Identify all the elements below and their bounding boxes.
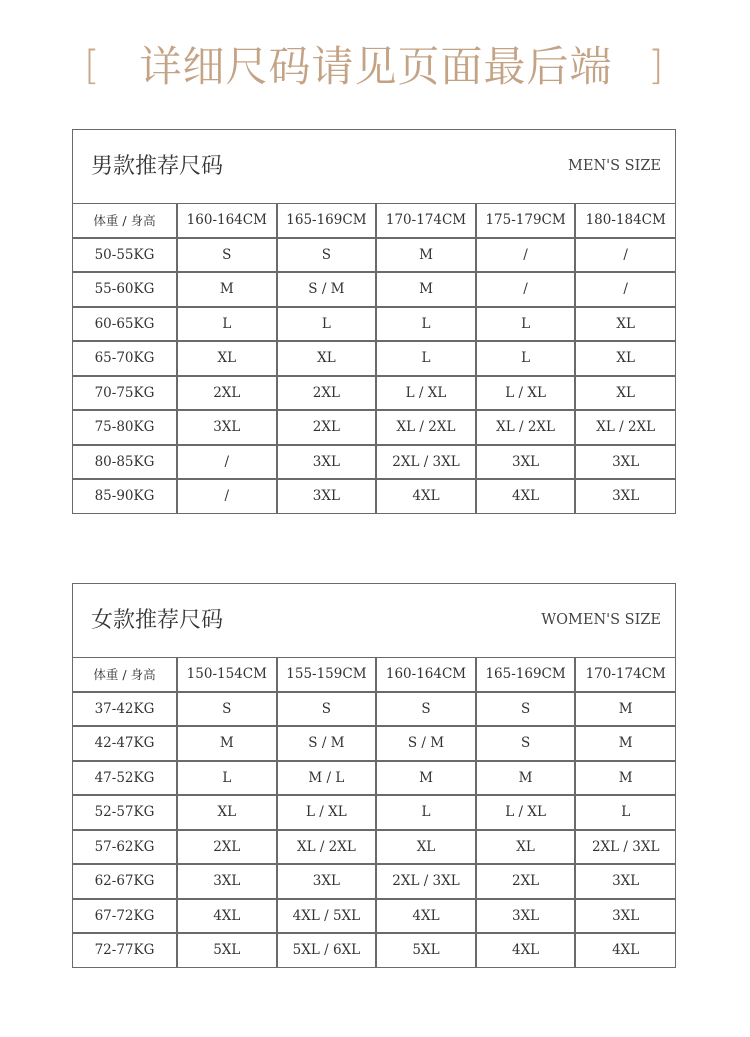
women-size-table <box>72 583 676 968</box>
size-cell: 2XL / 3XL <box>376 864 476 899</box>
table-row <box>73 272 675 307</box>
size-cell: XL / 2XL <box>277 830 377 865</box>
size-cell: 3XL <box>476 445 576 480</box>
size-cell: 3XL <box>277 445 377 480</box>
size-cell: S / M <box>277 726 377 761</box>
height-column-header: 175-179CM <box>476 204 576 238</box>
size-cell: 2XL <box>177 376 277 411</box>
men-size-table-header <box>73 130 675 204</box>
size-cell: M <box>476 761 576 796</box>
size-cell: 4XL <box>376 899 476 934</box>
table-row <box>73 933 675 967</box>
size-cell: XL <box>575 376 675 411</box>
size-cell: 3XL <box>612 488 640 505</box>
size-cell: L <box>376 795 476 830</box>
size-cell: XL / 2XL <box>376 410 476 445</box>
men-size-title-cn: 男款推荐尺码 <box>91 154 224 179</box>
women-size-title-en: WOMEN'S SIZE <box>541 612 661 628</box>
height-column-header: 165-169CM <box>476 658 576 692</box>
size-cell: XL <box>376 830 476 865</box>
table-row <box>73 410 675 445</box>
size-cell: 4XL <box>476 479 576 513</box>
weight-range-cell: 60-65KG <box>73 307 177 342</box>
size-cell: 2XL <box>476 864 576 899</box>
weight-range-cell: 72-77KG <box>73 933 177 967</box>
size-cell: M <box>177 726 277 761</box>
size-cell: XL <box>476 830 576 865</box>
size-cell: 4XL <box>612 942 640 959</box>
weight-height-header: 体重 / 身高 <box>73 658 177 692</box>
banner-left-bracket: [ <box>84 43 100 89</box>
size-cell: 2XL / 3XL <box>376 445 476 480</box>
size-cell: L <box>476 341 576 376</box>
size-cell: L <box>277 307 377 342</box>
size-cell: S <box>476 692 576 727</box>
table-row <box>73 307 675 342</box>
size-cell: 4XL / 5XL <box>277 899 377 934</box>
size-cell: L <box>177 761 277 796</box>
height-column-header: 165-169CM <box>277 204 377 238</box>
weight-range-cell: 55-60KG <box>73 272 177 307</box>
size-cell: / <box>575 272 675 307</box>
table-row <box>73 238 675 273</box>
size-cell: XL <box>177 795 277 830</box>
size-cell: 3XL <box>177 410 277 445</box>
size-cell: M <box>575 726 675 761</box>
women-size-column-header-row <box>73 658 675 692</box>
weight-range-cell: 65-70KG <box>73 341 177 376</box>
size-cell: S <box>476 726 576 761</box>
size-cell: L / XL <box>476 795 576 830</box>
size-cell: L <box>177 307 277 342</box>
size-cell: 4XL <box>376 479 476 513</box>
table-row <box>73 761 675 796</box>
table-row <box>73 899 675 934</box>
height-column-header: 160-164CM <box>376 658 476 692</box>
size-cell: L <box>575 795 675 830</box>
size-cell: / <box>575 238 675 273</box>
height-column-header: 155-159CM <box>277 658 377 692</box>
size-cell: L <box>476 307 576 342</box>
table-row <box>73 376 675 411</box>
size-cell: M <box>376 761 476 796</box>
size-cell: 2XL <box>177 830 277 865</box>
size-cell: M <box>177 272 277 307</box>
size-cell: S / M <box>277 272 377 307</box>
weight-range-cell: 75-80KG <box>73 410 177 445</box>
size-cell: XL / 2XL <box>575 410 675 445</box>
men-size-column-header-row <box>73 204 675 238</box>
size-cell: / <box>177 479 277 513</box>
weight-range-cell: 67-72KG <box>73 899 177 934</box>
size-cell: M <box>575 761 675 796</box>
table-row <box>73 692 675 727</box>
table-row <box>73 795 675 830</box>
weight-range-cell: 50-55KG <box>73 238 177 273</box>
size-cell: XL <box>177 341 277 376</box>
men-size-grid <box>73 204 675 513</box>
size-cell: 4XL <box>476 933 576 967</box>
banner-right-bracket: ] <box>648 43 664 89</box>
size-cell: S <box>277 238 377 273</box>
weight-range-cell: 42-47KG <box>73 726 177 761</box>
height-column-header: 170-174CM <box>376 204 476 238</box>
size-cell: L / XL <box>376 376 476 411</box>
size-cell: XL / 2XL <box>476 410 576 445</box>
size-cell: 2XL / 3XL <box>575 830 675 865</box>
size-cell: L / XL <box>476 376 576 411</box>
weight-height-header: 体重 / 身高 <box>73 204 177 238</box>
height-column-header: 150-154CM <box>177 658 277 692</box>
weight-range-cell: 37-42KG <box>73 692 177 727</box>
size-cell: S <box>376 692 476 727</box>
table-row <box>73 479 675 513</box>
size-cell: / <box>476 238 576 273</box>
men-size-table <box>72 129 676 514</box>
size-cell: 3XL <box>476 899 576 934</box>
table-row <box>73 864 675 899</box>
size-cell: L / XL <box>277 795 377 830</box>
weight-range-cell: 85-90KG <box>73 479 177 513</box>
size-cell: M <box>376 238 476 273</box>
size-cell: M <box>376 272 476 307</box>
women-size-table-header <box>73 584 675 658</box>
table-row <box>73 830 675 865</box>
weight-range-cell: 52-57KG <box>73 795 177 830</box>
size-cell: L <box>376 341 476 376</box>
weight-range-cell: 80-85KG <box>73 445 177 480</box>
table-row <box>73 726 675 761</box>
size-cell: 2XL <box>277 410 377 445</box>
size-cell: 5XL / 6XL <box>277 933 377 967</box>
size-cell: L <box>376 307 476 342</box>
size-cell: 3XL <box>575 864 675 899</box>
size-cell: / <box>177 445 277 480</box>
size-cell: 2XL <box>277 376 377 411</box>
height-column-header: 160-164CM <box>177 204 277 238</box>
size-cell: 3XL <box>575 899 675 934</box>
size-cell: 3XL <box>177 864 277 899</box>
weight-range-cell: 62-67KG <box>73 864 177 899</box>
height-column-header: 180-184CM <box>575 204 675 238</box>
page-banner <box>0 36 750 98</box>
size-cell: M / L <box>277 761 377 796</box>
size-cell: S <box>177 238 277 273</box>
size-cell: XL <box>277 341 377 376</box>
weight-range-cell: 47-52KG <box>73 761 177 796</box>
size-cell: XL <box>575 341 675 376</box>
banner-title: 详细尺码请见页面最后端 <box>139 42 613 91</box>
size-cell: S <box>177 692 277 727</box>
size-cell: / <box>476 272 576 307</box>
size-cell: 4XL <box>177 899 277 934</box>
table-row <box>73 341 675 376</box>
size-cell: 5XL <box>376 933 476 967</box>
weight-range-cell: 70-75KG <box>73 376 177 411</box>
weight-range-cell: 57-62KG <box>73 830 177 865</box>
size-cell: 5XL <box>177 933 277 967</box>
women-size-grid <box>73 658 675 967</box>
size-cell: M <box>575 692 675 727</box>
women-size-title-cn: 女款推荐尺码 <box>91 608 224 633</box>
height-column-header: 170-174CM <box>575 658 675 692</box>
men-size-title-en: MEN'S SIZE <box>568 158 661 174</box>
size-cell: 3XL <box>575 445 675 480</box>
size-cell: 3XL <box>277 864 377 899</box>
size-cell: XL <box>575 307 675 342</box>
size-cell: S <box>277 692 377 727</box>
table-row <box>73 445 675 480</box>
size-cell: S / M <box>376 726 476 761</box>
size-cell: 3XL <box>277 479 377 513</box>
